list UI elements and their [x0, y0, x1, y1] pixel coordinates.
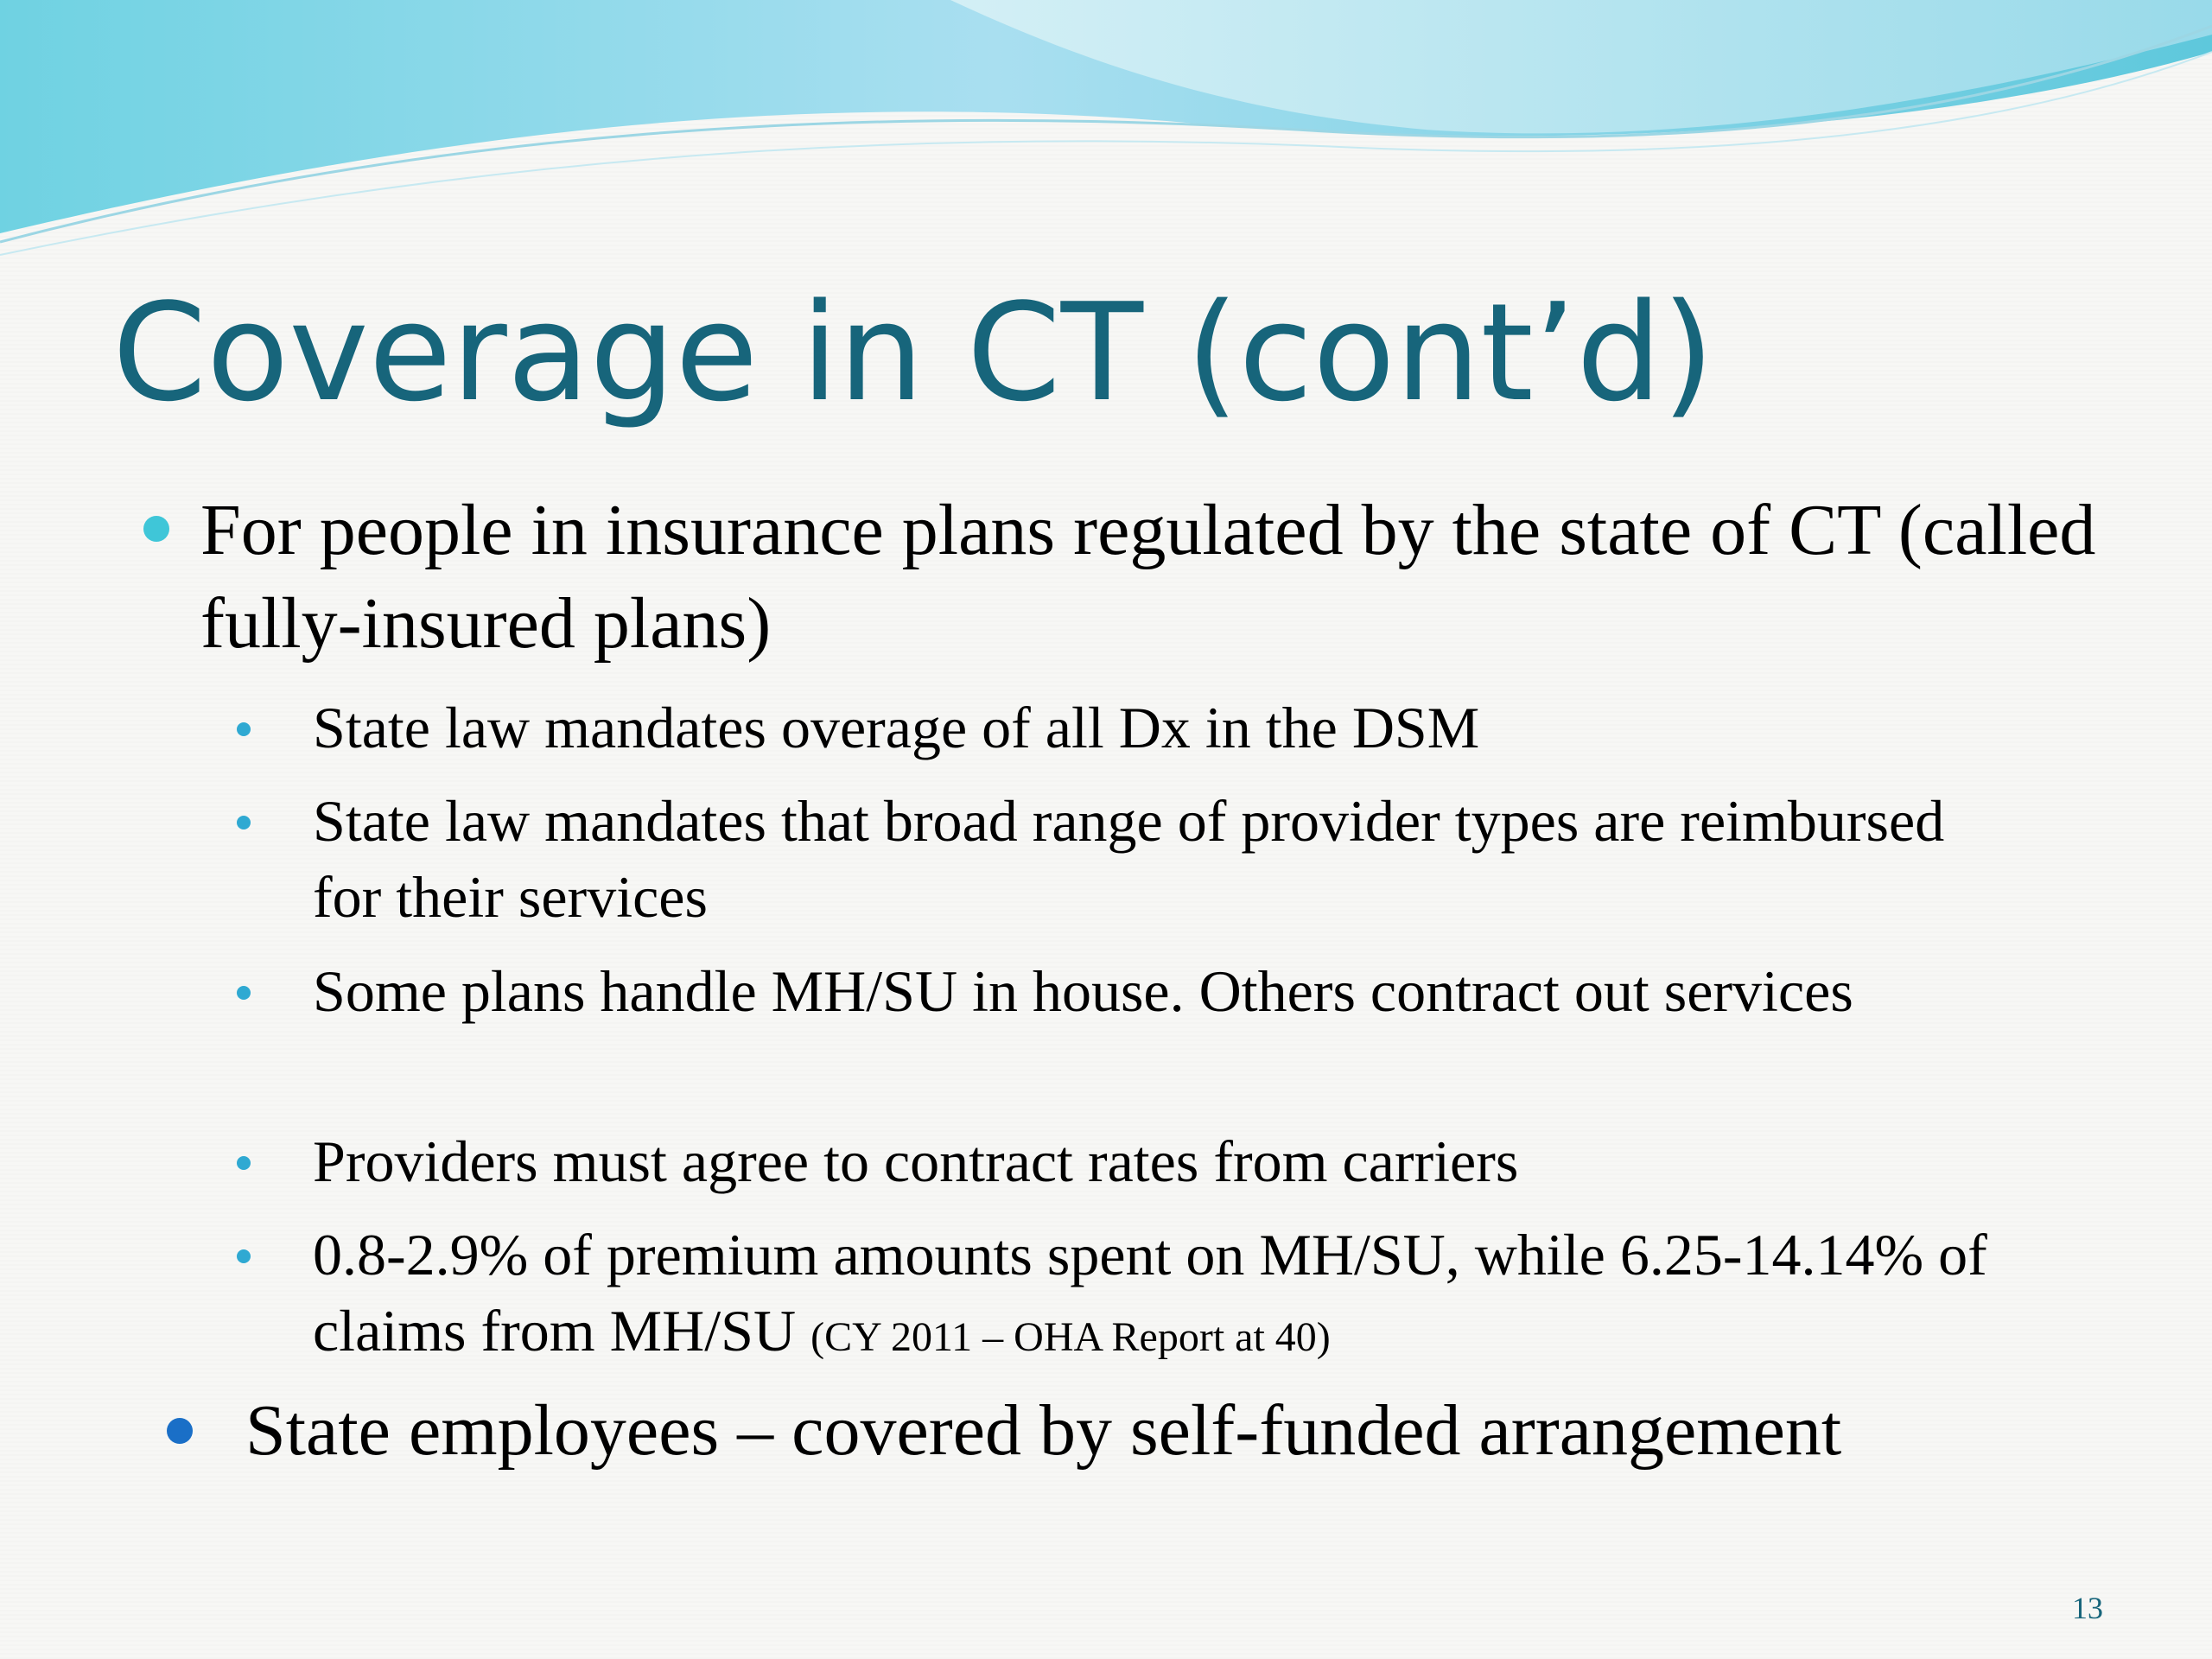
sub-bullet-dot-icon — [237, 1249, 251, 1263]
sub-bullet-text: 0.8-2.9% of premium amounts spent on MH/SU, while 6.25-14.14% of claims from MH/SU — [313, 1222, 1987, 1363]
sub-bullet-item — [313, 1217, 1998, 1376]
sub-bullet-item: State law mandates that broad range of provider types are reimbursed for their services — [313, 788, 1945, 930]
bullet-item: State employees – covered by self-funded arrangement — [245, 1390, 1842, 1471]
sub-bullet-item: Some plans handle MH/SU in house. Others contract out services — [313, 958, 1853, 1024]
citation: (CY 2011 – OHA Report at 40) — [810, 1314, 1331, 1360]
sub-bullet-dot-icon — [237, 986, 251, 1000]
sub-bullet-item: Providers must agree to contract rates from carriers — [313, 1128, 1519, 1194]
sub-bullet-dot-icon — [237, 722, 251, 736]
bullet-dot-icon — [143, 516, 169, 542]
sub-bullet-dot-icon — [237, 1156, 251, 1170]
page-number: 13 — [2072, 1591, 2103, 1625]
slide-title: Coverage in CT (cont’d) — [112, 274, 1715, 431]
bullet-item: For people in insurance plans regulated by the state of CT (called fully-insured plans) — [200, 490, 2096, 664]
sub-bullet-item: State law mandates overage of all Dx in the DSM — [313, 695, 1480, 760]
sub-bullet-dot-icon — [237, 816, 251, 830]
bullet-dot-icon — [167, 1418, 193, 1444]
